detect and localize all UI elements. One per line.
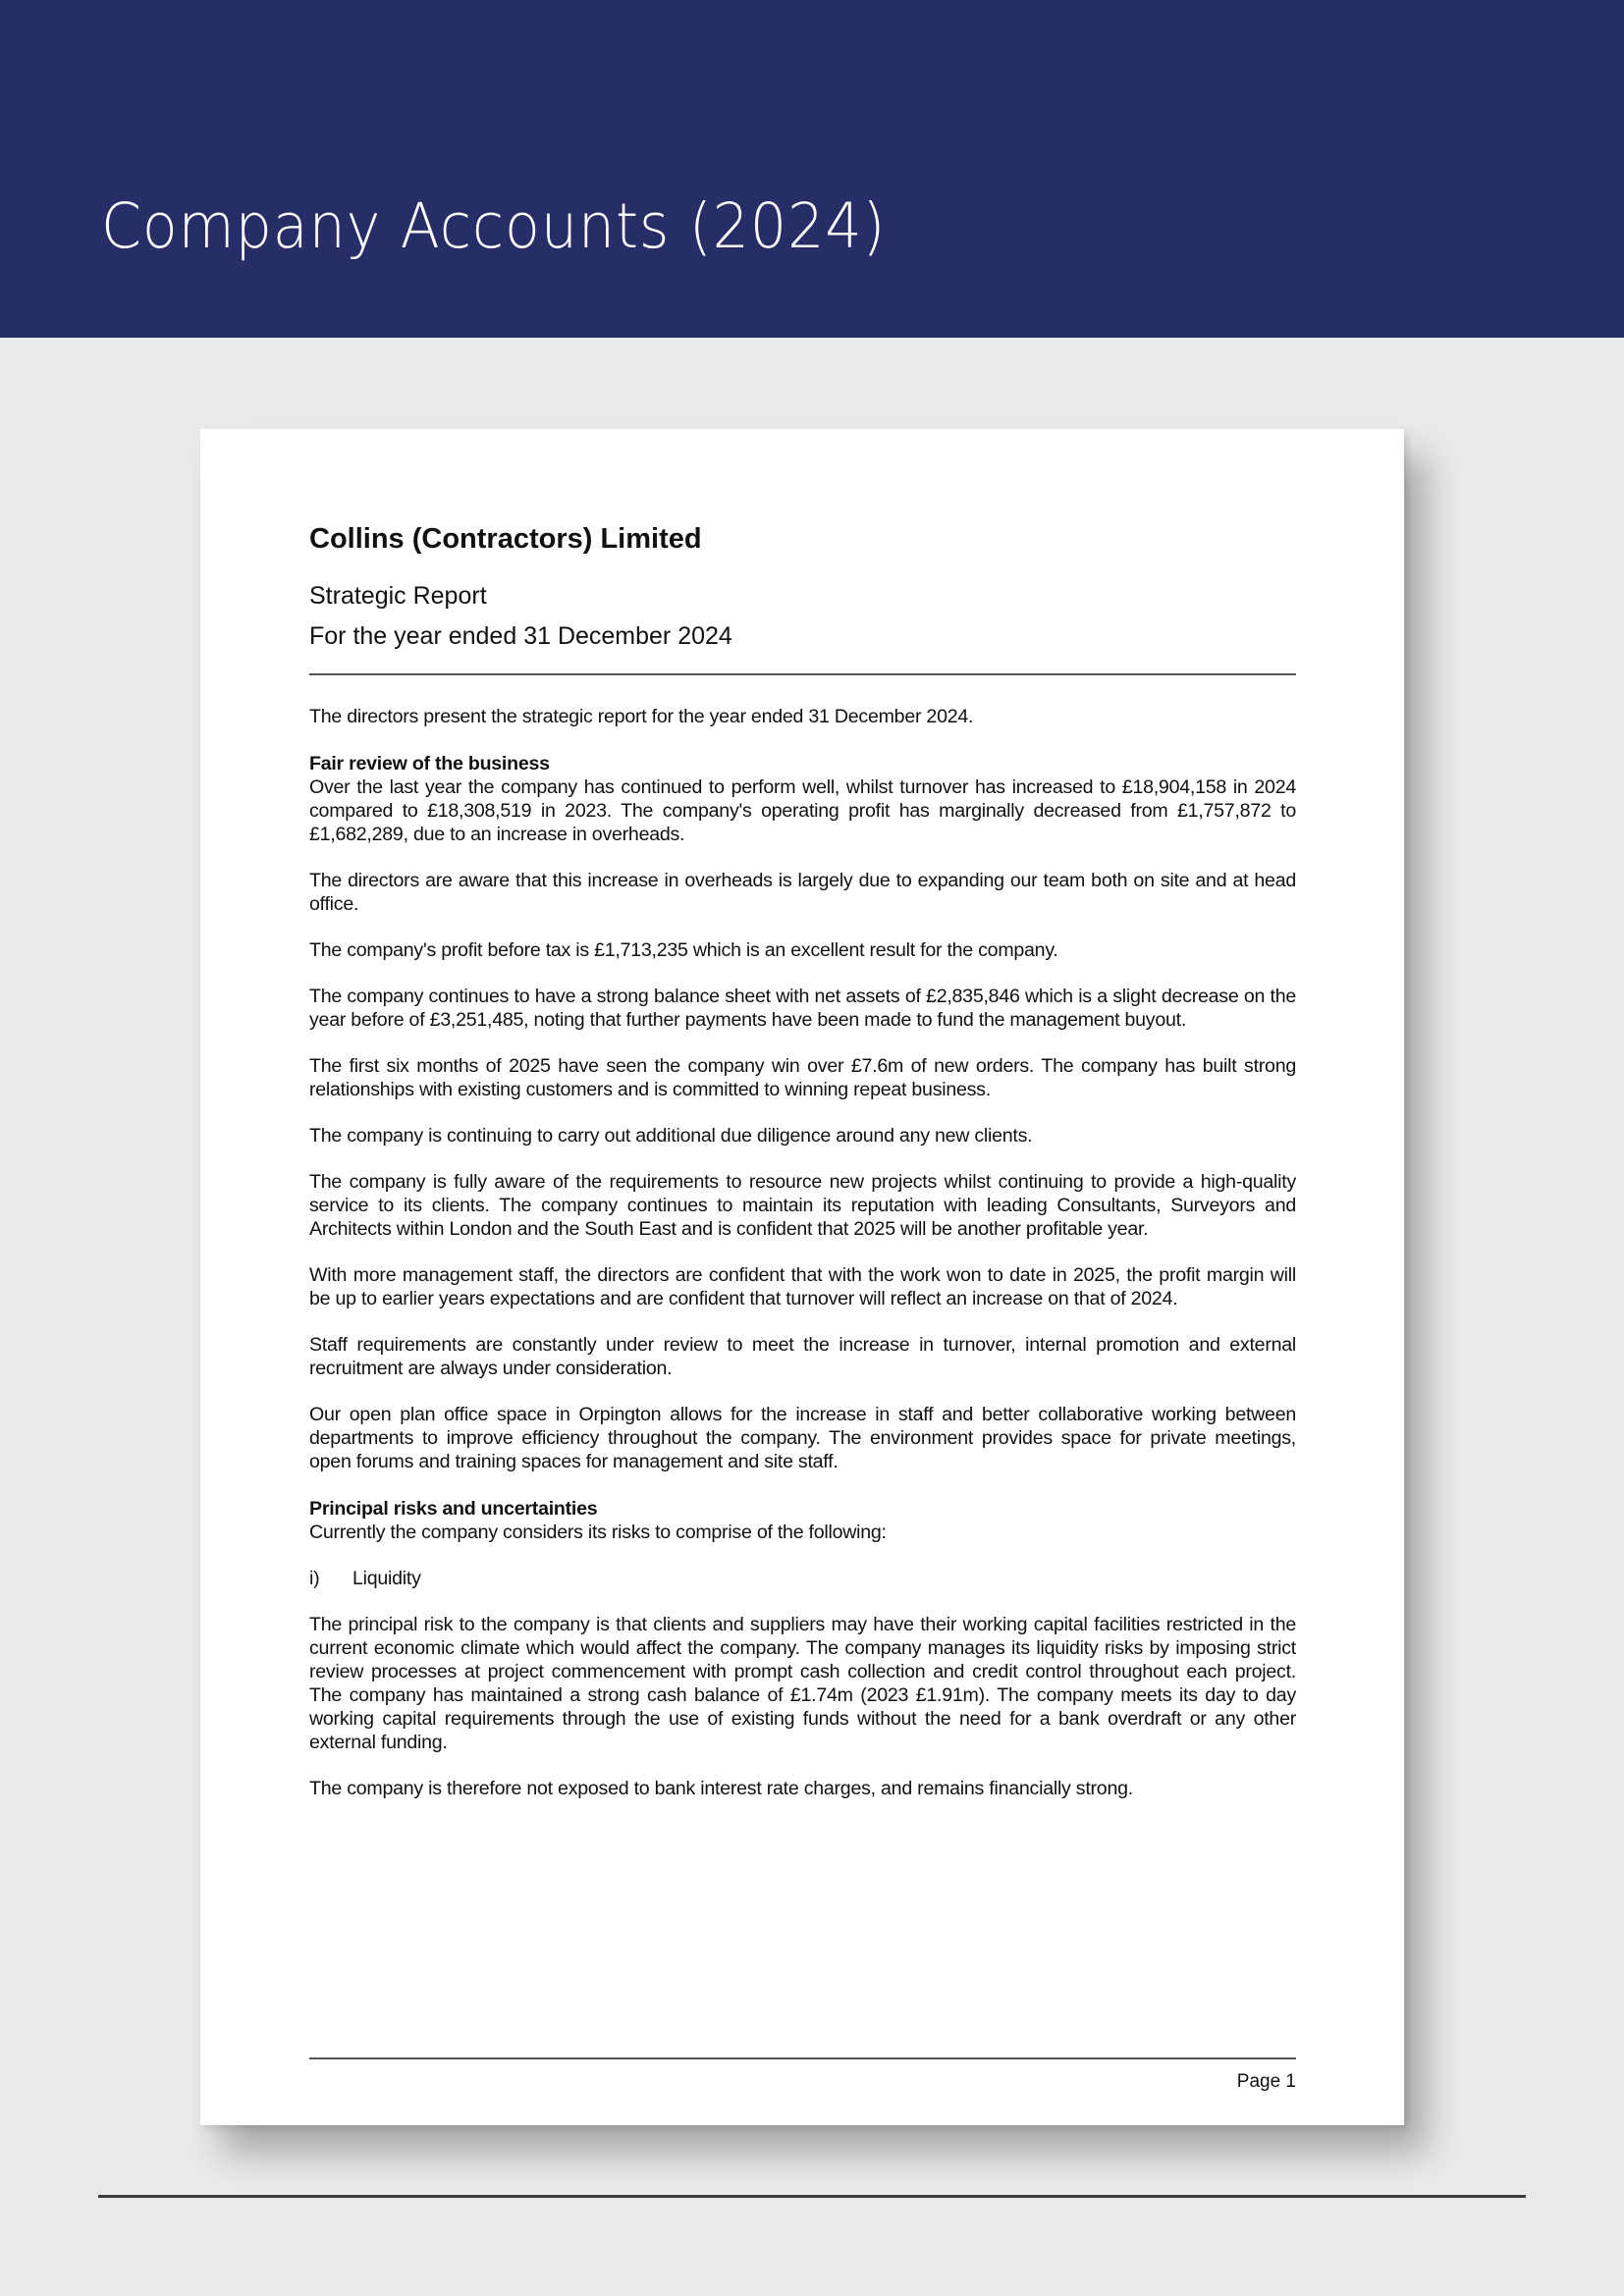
paragraph: The company is continuing to carry out additional due diligence around any new clients.	[309, 1124, 1033, 1147]
paragraph: The company is therefore not exposed to bank interest rate charges, and remains financially strong.	[309, 1777, 1133, 1799]
section-heading-fair-review: Fair review of the business	[309, 752, 550, 774]
bottom-divider	[98, 2195, 1526, 2198]
paragraph: Staff requirements are constantly under review to meet the increase in turnover, internal promotion and external recruitment are always under consideration.	[309, 1333, 1296, 1379]
page-title: Company Accounts (2024)	[101, 190, 887, 262]
paragraph: Our open plan office space in Orpington allows for the increase in staff and better collaborative working between departments to improve efficiency throughout the company. The environment provides space for private meetings, open forums and training spaces for management and site staff.	[309, 1403, 1296, 1472]
section-lead: Currently the company considers its risks to comprise of the following:	[309, 1521, 887, 1543]
footer-divider	[309, 2057, 1296, 2059]
list-label: Liquidity	[352, 1567, 421, 1589]
risk-list-item	[309, 1567, 1296, 1590]
header-divider	[309, 673, 1296, 675]
page-number: Page 1	[1236, 2071, 1296, 2092]
document-page	[200, 429, 1404, 2125]
paragraph: Over the last year the company has continued to perform well, whilst turnover has increased to £18,904,158 in 2024 compared to £18,308,519 in 2023. The company's operating profit has marginally decreased from £1,757,872 to £1,682,289, due to an increase in overheads.	[309, 775, 1296, 845]
intro-paragraph: The directors present the strategic report for the year ended 31 December 2024.	[309, 705, 974, 727]
section-heading-principal-risks: Principal risks and uncertainties	[309, 1497, 598, 1520]
header-banner	[0, 0, 1624, 338]
paragraph: With more management staff, the directors are confident that with the work won to date in 2025, the profit margin will be up to earlier years expectations and are confident that turnover will reflect an increase on that of 2024.	[309, 1263, 1296, 1309]
paragraph: The company continues to have a strong balance sheet with net assets of £2,835,846 which is a slight decrease on the year before of £3,251,485, noting that further payments have been made to fund the management buyout.	[309, 985, 1296, 1031]
paragraph: The company's profit before tax is £1,713,235 which is an excellent result for the company.	[309, 938, 1058, 961]
paragraph: The company is fully aware of the requirements to resource new projects whilst continuing to provide a high-quality service to its clients. The company continues to maintain its reputation with leading Consultants, Surveyors and Architects within London and the South East and is confident that 2025 will be another profitable year.	[309, 1170, 1296, 1240]
document-content	[309, 522, 1296, 1800]
paragraph: The first six months of 2025 have seen the company win over £7.6m of new orders. The company has built strong relationships with existing customers and is committed to winning repeat business.	[309, 1054, 1296, 1100]
paragraph: The principal risk to the company is that clients and suppliers may have their working capital facilities restricted in the current economic climate which would affect the company. The company manages its liquidity risks by imposing strict review processes at project commencement with prompt cash collection and credit control throughout each project. The company has maintained a strong cash balance of £1.74m (2023 £1.91m). The company meets its day to day working capital requirements through the use of existing funds without the need for a bank overdraft or any other external funding.	[309, 1613, 1296, 1753]
list-marker: i)	[309, 1567, 320, 1589]
paragraph: The directors are aware that this increase in overheads is largely due to expanding our team both on site and at head office.	[309, 869, 1296, 915]
company-name: Collins (Contractors) Limited	[309, 523, 702, 555]
report-title: Strategic Report	[309, 581, 487, 610]
report-period: For the year ended 31 December 2024	[309, 621, 732, 650]
